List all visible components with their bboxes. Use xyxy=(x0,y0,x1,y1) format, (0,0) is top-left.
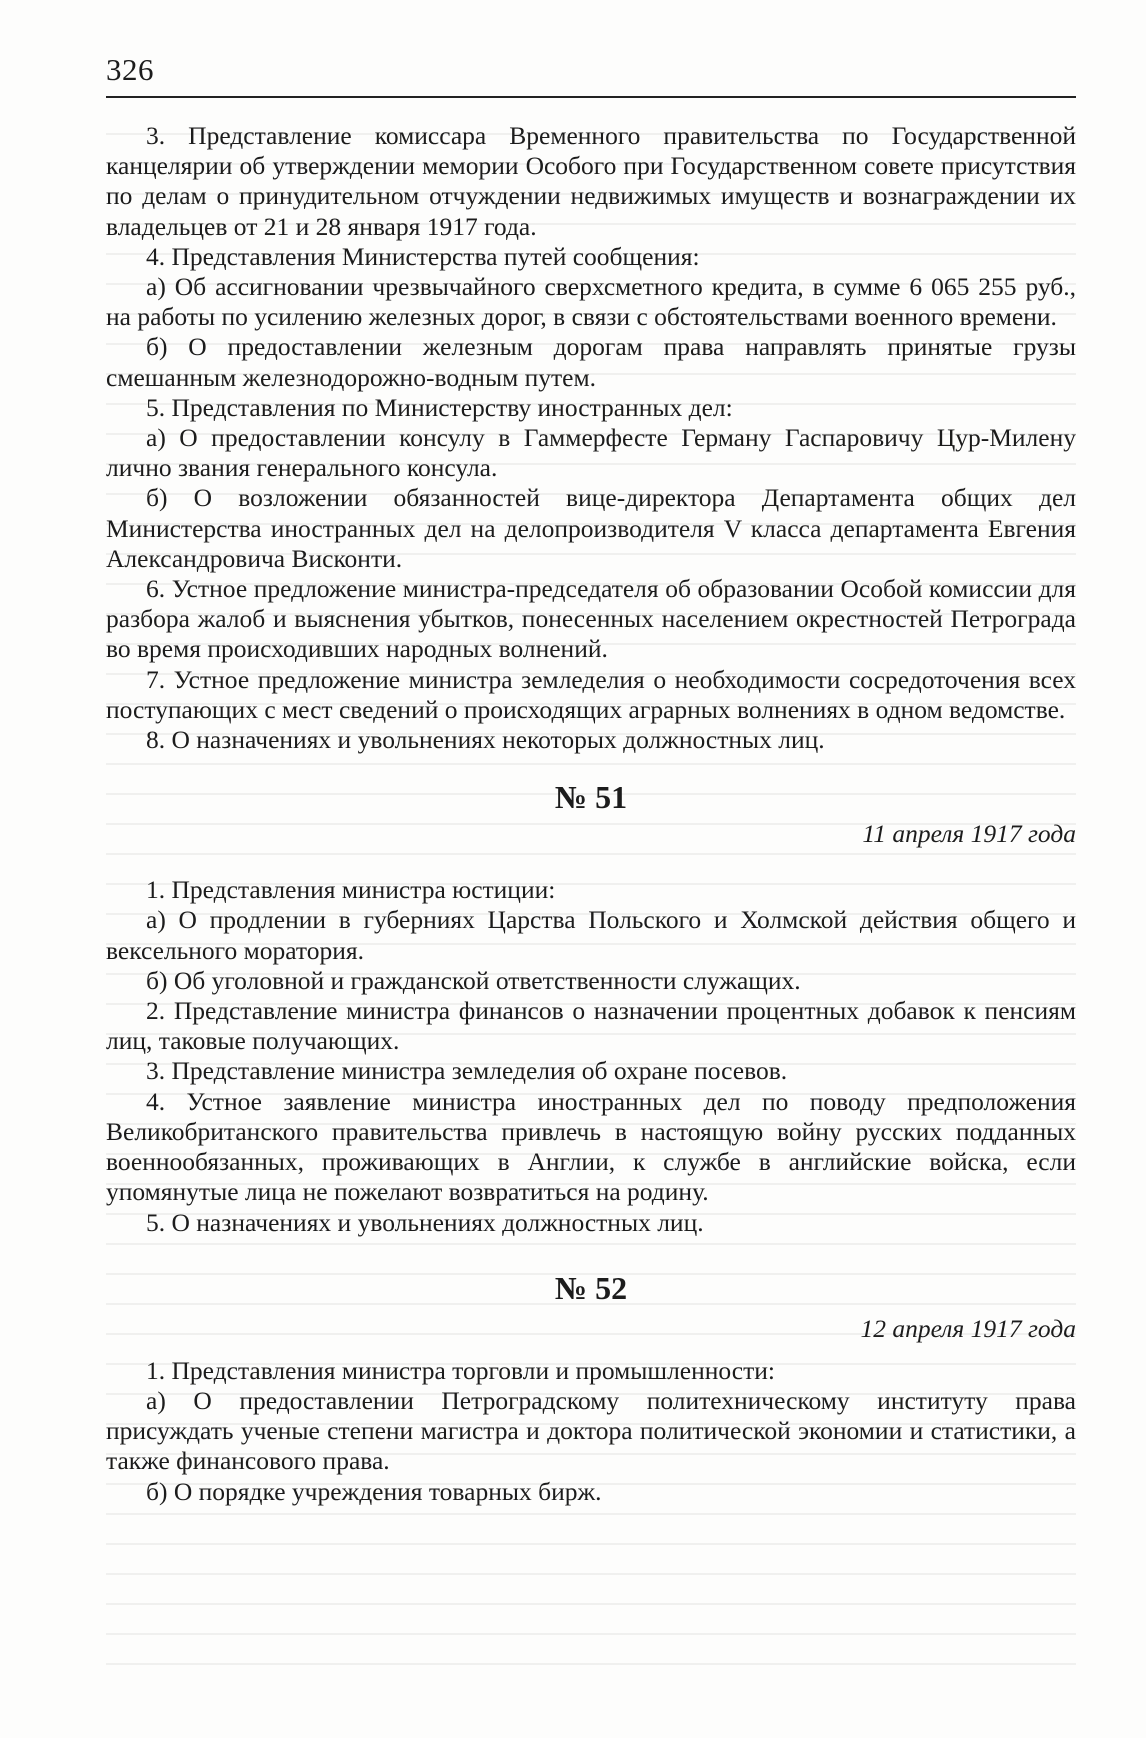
paragraph: а) О предоставлении консулу в Гаммерфесте Герману Гаспаровичу Цур-Милену лично звания генерального консула. xyxy=(106,423,1076,483)
paragraph: 2. Представление министра финансов о назначении процентных добавок к пенсиям лиц, таковые получающих. xyxy=(106,996,1076,1056)
paragraph: 8. О назначениях и увольнениях некоторых должностных лиц. xyxy=(146,725,825,755)
paragraph: 4. Представления Министерства путей сообщения: xyxy=(146,241,700,271)
section-date-51: 11 апреля 1917 года xyxy=(862,819,1076,849)
page-number: 326 xyxy=(106,52,154,87)
paragraph: а) Об ассигновании чрезвычайного сверхсметного кредита, в сумме 6 065 255 руб., на работы по усилению железных дорог, в связи с обстоятельствами военного времени. xyxy=(106,272,1076,332)
header-rule xyxy=(106,96,1076,98)
paragraph: б) Об уголовной и гражданской ответственности служащих. xyxy=(146,965,801,995)
paragraph: б) О возложении обязанностей вице-директора Департамента общих дел Министерства иностранных дел на делопроизводителя V класса департамента Евгения Александровича Висконти. xyxy=(106,483,1076,573)
paragraph: а) О предоставлении Петроградскому политехническому институту права присуждать ученые степени магистра и доктора политической экономии и статистики, а также финансового права. xyxy=(106,1385,1076,1476)
paragraph: 5. Представления по Министерству иностранных дел: xyxy=(146,392,733,422)
section-heading-51: № 51 xyxy=(554,779,628,816)
section-date-52: 12 апреля 1917 года xyxy=(860,1313,1076,1343)
paragraph: 1. Представления министра торговли и промышленности: xyxy=(146,1355,775,1385)
paragraph: б) О предоставлении железным дорогам права направлять принятые грузы смешанным железнодорожно-водным путем. xyxy=(106,332,1076,392)
paragraph: а) О продлении в губерниях Царства Польского и Холмской действия общего и вексельного моратория. xyxy=(106,905,1076,965)
paragraph: 7. Устное предложение министра земледелия о необходимости сосредоточения всех поступающих с мест сведений о происходящих аграрных волнениях в одном ведомстве. xyxy=(106,664,1076,724)
paragraph: б) О порядке учреждения товарных бирж. xyxy=(146,1476,602,1506)
page-body xyxy=(106,121,1076,1507)
paragraph: 6. Устное предложение министра-председателя об образовании Особой комиссии для разбора жалоб и выяснения убытков, понесенных населением окрестностей Петрограда во время происходивших народных волнений. xyxy=(106,574,1076,664)
paragraph: 3. Представление министра земледелия об охране посевов. xyxy=(146,1056,788,1086)
paragraph: 5. О назначениях и увольнениях должностных лиц. xyxy=(146,1207,704,1237)
paragraph: 3. Представление комиссара Временного правительства по Государственной канцелярии об утверждении мемории Особого при Государственном совете присутствия по делам о принудительном отчуждении недвижимых имуществ и вознаграждении их владельцев от 21 и 28 января 1917 года. xyxy=(106,121,1076,241)
paragraph: 4. Устное заявление министра иностранных дел по поводу предположения Великобританского правительства привлечь в настоящую войну русских подданных военнообязанных, проживающих в Англии, к службе в английские войска, если упомянутые лица не пожелают возвратиться на родину. xyxy=(106,1086,1076,1207)
paragraph: 1. Представления министра юстиции: xyxy=(146,875,556,905)
section-heading-52: № 52 xyxy=(554,1269,628,1306)
